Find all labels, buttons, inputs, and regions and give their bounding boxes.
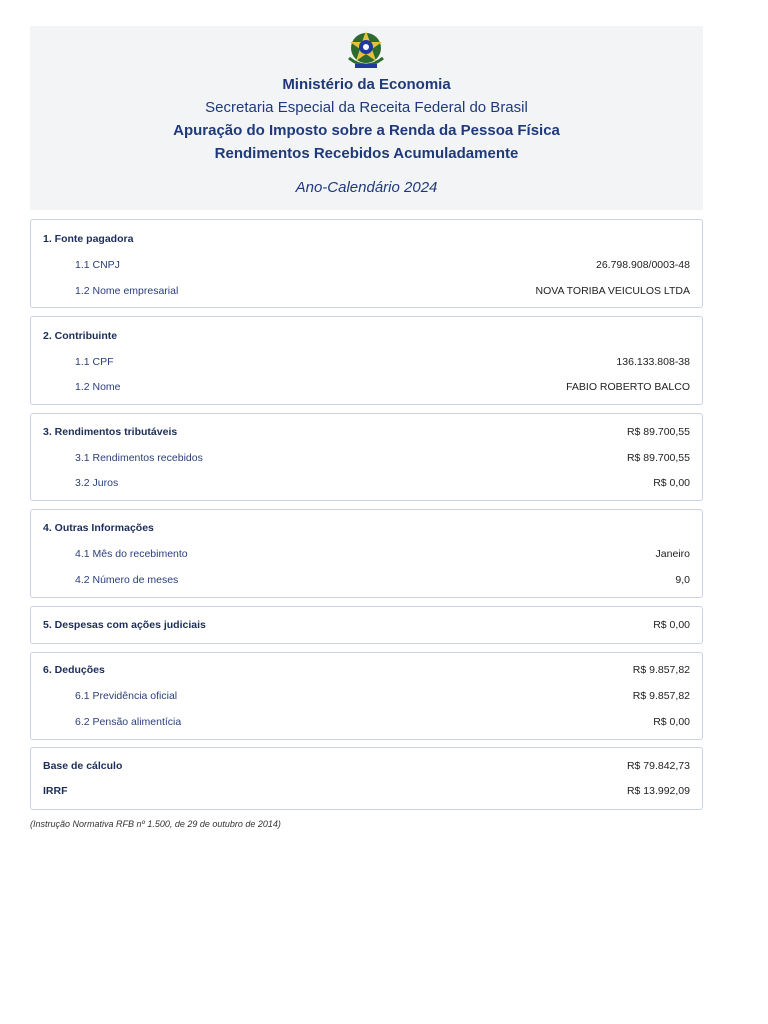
- data-row: [31, 356, 702, 372]
- legal-footnote: (Instrução Normativa RFB nº 1.500, de 29 de outubro de 2014): [30, 819, 281, 829]
- section-header: [31, 664, 702, 680]
- previdencia-label: 6.1 Previdência oficial: [75, 690, 178, 702]
- brazil-coat-of-arms-icon: [343, 28, 389, 72]
- taxpayer-name-label: 1.2 Nome: [75, 381, 121, 393]
- numero-meses-value: 9,0: [675, 574, 690, 586]
- secretariat-title: Secretaria Especial da Receita Federal do Brasil: [205, 99, 528, 116]
- irrf-value: R$ 13.992,09: [626, 785, 690, 797]
- section-header: [31, 619, 702, 635]
- company-name-value: NOVA TORIBA VEICULOS LTDA: [535, 285, 690, 297]
- data-row: [31, 690, 702, 706]
- company-name-label: 1.2 Nome empresarial: [75, 285, 179, 297]
- section-fonte-pagadora: [30, 219, 703, 308]
- rendimentos-recebidos-label: 3.1 Rendimentos recebidos: [75, 452, 203, 464]
- pensao-value: R$ 0,00: [653, 716, 690, 728]
- section-total: R$ 9.857,82: [632, 664, 690, 676]
- data-row: [31, 285, 702, 301]
- data-row: [31, 760, 702, 776]
- calendar-year: Ano-Calendário 2024: [295, 179, 438, 196]
- juros-label: 3.2 Juros: [75, 477, 119, 489]
- section-title: 5. Despesas com ações judiciais: [43, 619, 206, 631]
- section-resultado: [30, 747, 703, 810]
- cpf-label: 1.1 CPF: [75, 356, 114, 368]
- mes-recebimento-value: Janeiro: [655, 548, 690, 560]
- report-subtitle: Rendimentos Recebidos Acumuladamente: [214, 145, 519, 162]
- cnpj-label: 1.1 CNPJ: [75, 259, 120, 271]
- section-contribuinte: [30, 316, 703, 405]
- data-row: [31, 785, 702, 801]
- juros-value: R$ 0,00: [653, 477, 690, 489]
- ministry-title: Ministério da Economia: [282, 76, 451, 93]
- mes-recebimento-label: 4.1 Mês do recebimento: [75, 548, 188, 560]
- section-total: R$ 0,00: [653, 619, 690, 631]
- report-title: Apuração do Imposto sobre a Renda da Pessoa Física: [173, 122, 560, 139]
- section-title: 3. Rendimentos tributáveis: [43, 426, 178, 438]
- irrf-label: IRRF: [43, 785, 68, 797]
- section-outras-informacoes: [30, 509, 703, 598]
- previdencia-value: R$ 9.857,82: [632, 690, 690, 702]
- document-header: [30, 26, 703, 210]
- pensao-label: 6.2 Pensão alimentícia: [75, 716, 182, 728]
- section-header: [31, 233, 702, 249]
- taxpayer-name-value: FABIO ROBERTO BALCO: [566, 381, 690, 393]
- numero-meses-label: 4.2 Número de meses: [75, 574, 179, 586]
- section-deducoes: [30, 652, 703, 740]
- section-title: 1. Fonte pagadora: [43, 233, 134, 245]
- section-total: R$ 89.700,55: [626, 426, 690, 438]
- data-row: [31, 574, 702, 590]
- section-title: 6. Deduções: [43, 664, 105, 676]
- section-rendimentos-tributaveis: [30, 413, 703, 501]
- section-title: 4. Outras Informações: [43, 522, 154, 534]
- rendimentos-recebidos-value: R$ 89.700,55: [626, 452, 690, 464]
- base-calculo-label: Base de cálculo: [43, 760, 123, 772]
- cnpj-value: 26.798.908/0003-48: [595, 259, 690, 271]
- section-header: [31, 330, 702, 346]
- base-calculo-value: R$ 79.842,73: [626, 760, 690, 772]
- section-header: [31, 522, 702, 538]
- data-row: [31, 452, 702, 468]
- section-despesas-judiciais: [30, 606, 703, 644]
- section-title: 2. Contribuinte: [43, 330, 118, 342]
- section-header: [31, 426, 702, 442]
- data-row: [31, 259, 702, 275]
- data-row: [31, 381, 702, 397]
- data-row: [31, 716, 702, 732]
- data-row: [31, 477, 702, 493]
- data-row: [31, 548, 702, 564]
- cpf-value: 136.133.808-38: [616, 356, 690, 368]
